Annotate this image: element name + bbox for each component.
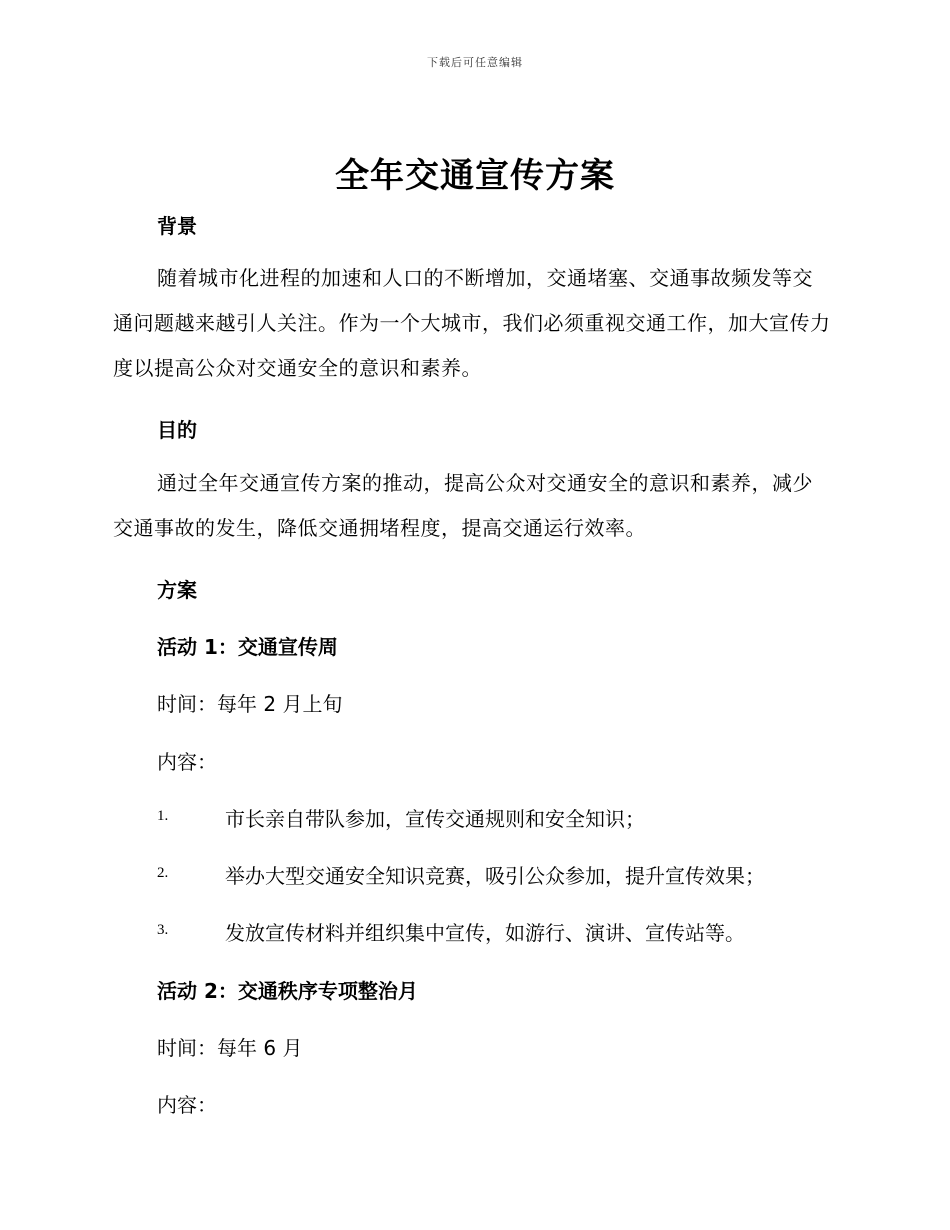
section-heading-background: 背景 <box>157 214 197 238</box>
list-item-number: 1. <box>157 808 169 824</box>
list-item-text: 举办大型交通安全知识竞赛，吸引公众参加，提升宣传效果； <box>225 864 765 888</box>
activity2-time: 时间：每年 6 月 <box>157 1036 303 1060</box>
list-item-number: 3. <box>157 922 169 938</box>
background-paragraph: 随着城市化进程的加速和人口的不断增加，交通堵塞、交通事故频发等交通问题越来越引人关注。作为一个大城市，我们必须重视交通工作，加大宣传力度以提高公众对交通安全的意识和素养。 <box>113 266 831 380</box>
list-item-text: 市长亲自带队参加，宣传交通规则和安全知识； <box>225 807 645 831</box>
purpose-paragraph: 通过全年交通宣传方案的推动，提高公众对交通安全的意识和素养，减少交通事故的发生，降低交通拥堵程度，提高交通运行效率。 <box>113 471 813 540</box>
activity1-time: 时间：每年 2 月上旬 <box>157 692 343 716</box>
document-title: 全年交通宣传方案 <box>335 156 615 196</box>
activity2-content-label: 内容： <box>157 1093 217 1117</box>
activity1-heading: 活动 1：交通宣传周 <box>157 635 338 659</box>
list-item-number: 2. <box>157 865 169 881</box>
header-note: 下载后可任意编辑 <box>427 56 523 69</box>
list-item-text: 发放宣传材料并组织集中宣传，如游行、演讲、宣传站等。 <box>225 921 745 945</box>
activity1-content-label: 内容： <box>157 750 217 774</box>
activity2-heading: 活动 2：交通秩序专项整治月 <box>157 979 418 1003</box>
section-heading-plan: 方案 <box>157 578 197 602</box>
section-heading-purpose: 目的 <box>157 418 197 442</box>
